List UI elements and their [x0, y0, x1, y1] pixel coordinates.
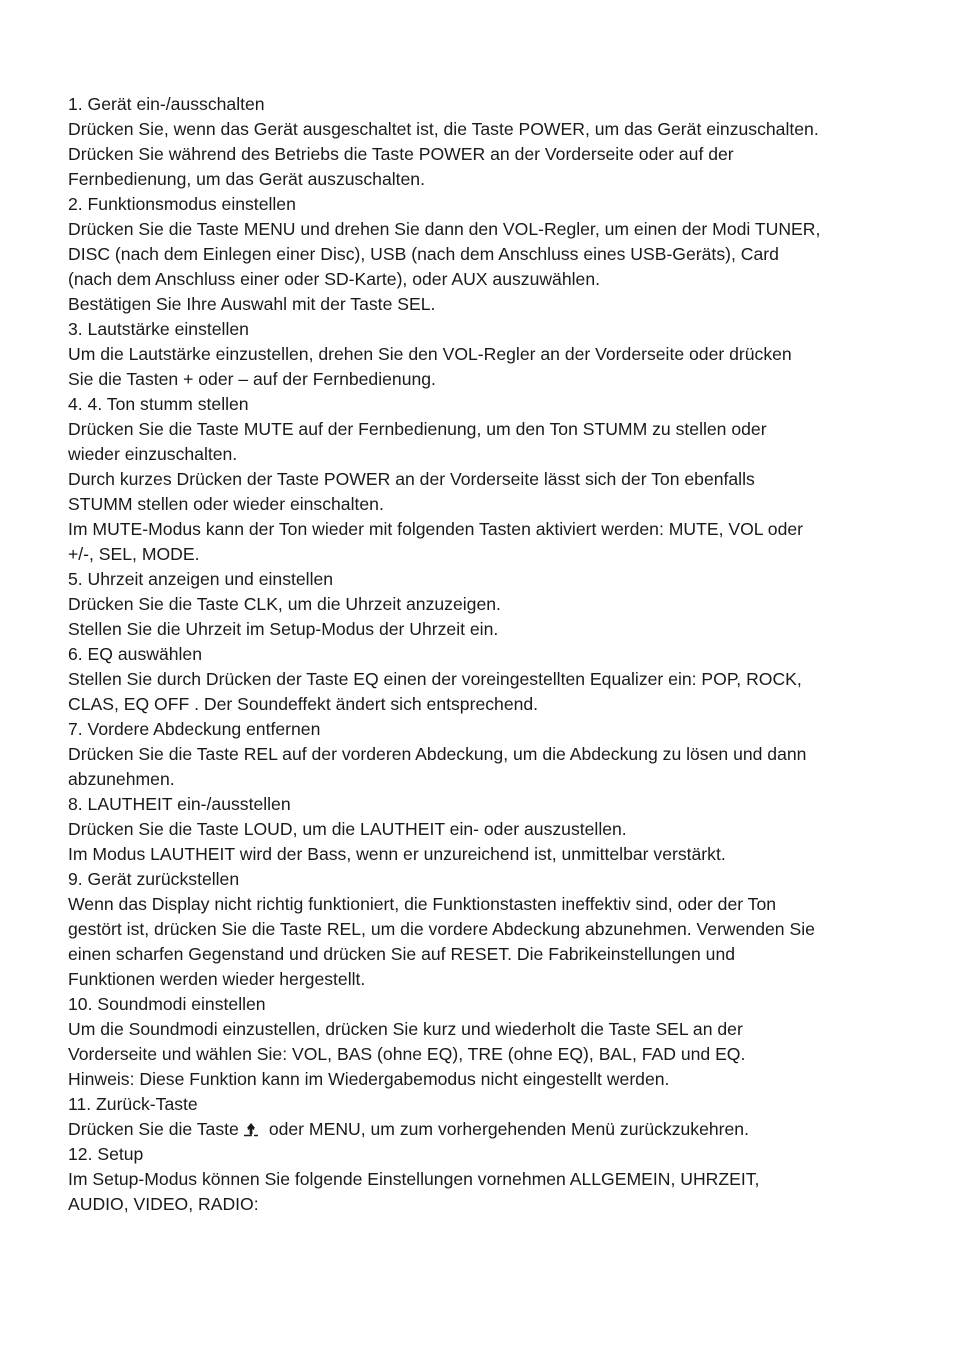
- paragraph-line: Drücken Sie die Taste CLK, um die Uhrzeit anzuzeigen.: [68, 594, 501, 614]
- heading-2: 2. Funktionsmodus einstellen: [68, 194, 296, 214]
- paragraph-line: Drücken Sie die Taste MENU und drehen Sie dann den VOL-Regler, um einen der Modi TUNER,: [68, 219, 821, 239]
- paragraph-text-before-icon: Drücken Sie die Taste: [68, 1119, 239, 1139]
- paragraph-line: Wenn das Display nicht richtig funktioniert, die Funktionstasten ineffektiv sind, oder der Ton: [68, 894, 777, 914]
- paragraph-line: gestört ist, drücken Sie die Taste REL, um die vordere Abdeckung abzunehmen. Verwenden Sie: [68, 919, 815, 939]
- heading-9: 9. Gerät zurückstellen: [68, 869, 240, 889]
- paragraph-line: AUDIO, VIDEO, RADIO:: [68, 1194, 259, 1214]
- paragraph-line: Durch kurzes Drücken der Taste POWER an der Vorderseite lässt sich der Ton ebenfalls: [68, 469, 755, 489]
- heading-8: 8. LAUTHEIT ein-/ausstellen: [68, 794, 291, 814]
- paragraph-line: STUMM stellen oder wieder einschalten.: [68, 494, 384, 514]
- paragraph-line: Sie die Tasten + oder – auf der Fernbedienung.: [68, 369, 436, 389]
- paragraph-line: Im Setup-Modus können Sie folgende Einstellungen vornehmen ALLGEMEIN, UHRZEIT,: [68, 1169, 760, 1189]
- paragraph-line: Fernbedienung, um das Gerät auszuschalten.: [68, 169, 425, 189]
- heading-10: 10. Soundmodi einstellen: [68, 994, 266, 1014]
- paragraph-line: Drücken Sie die Taste MUTE auf der Fernbedienung, um den Ton STUMM zu stellen oder: [68, 419, 767, 439]
- paragraph-line: abzunehmen.: [68, 769, 175, 789]
- paragraph-line: Bestätigen Sie Ihre Auswahl mit der Taste SEL.: [68, 294, 436, 314]
- heading-5: 5. Uhrzeit anzeigen und einstellen: [68, 569, 334, 589]
- paragraph-line: Im Modus LAUTHEIT wird der Bass, wenn er unzureichend ist, unmittelbar verstärkt.: [68, 844, 726, 864]
- paragraph-line: +/-, SEL, MODE.: [68, 544, 200, 564]
- paragraph-line: Um die Lautstärke einzustellen, drehen Sie den VOL-Regler an der Vorderseite oder drücken: [68, 344, 792, 364]
- paragraph-line: DISC (nach dem Einlegen einer Disc), USB (nach dem Anschluss eines USB-Geräts), Card: [68, 244, 779, 264]
- paragraph-line: Stellen Sie die Uhrzeit im Setup-Modus der Uhrzeit ein.: [68, 619, 499, 639]
- heading-7: 7. Vordere Abdeckung entfernen: [68, 719, 321, 739]
- paragraph-line: wieder einzuschalten.: [68, 444, 238, 464]
- heading-3: 3. Lautstärke einstellen: [68, 319, 249, 339]
- paragraph-line: Im MUTE-Modus kann der Ton wieder mit folgenden Tasten aktiviert werden: MUTE, VOL oder: [68, 519, 804, 539]
- paragraph-line: Stellen Sie durch Drücken der Taste EQ einen der voreingestellten Equalizer ein: POP, ROCK,: [68, 669, 802, 689]
- heading-1: 1. Gerät ein-/ausschalten: [68, 94, 265, 114]
- paragraph-line: CLAS, EQ OFF . Der Soundeffekt ändert sich entsprechend.: [68, 694, 539, 714]
- paragraph-line: Drücken Sie während des Betriebs die Taste POWER an der Vorderseite oder auf der: [68, 144, 734, 164]
- paragraph-line: Hinweis: Diese Funktion kann im Wiedergabemodus nicht eingestellt werden.: [68, 1069, 670, 1089]
- heading-12: 12. Setup: [68, 1144, 144, 1164]
- return-arrow-icon: [243, 1119, 265, 1135]
- heading-11: 11. Zurück-Taste: [68, 1094, 198, 1114]
- paragraph-line: Drücken Sie die Taste LOUD, um die LAUTHEIT ein- oder auszustellen.: [68, 819, 627, 839]
- paragraph-line: Vorderseite und wählen Sie: VOL, BAS (ohne EQ), TRE (ohne EQ), BAL, FAD und EQ.: [68, 1044, 746, 1064]
- paragraph-line-with-icon: [68, 1117, 928, 1142]
- paragraph-line: Drücken Sie, wenn das Gerät ausgeschaltet ist, die Taste POWER, um das Gerät einzuschalten.: [68, 119, 819, 139]
- document-body: [68, 92, 928, 1217]
- paragraph-text-after-icon: oder MENU, um zum vorhergehenden Menü zurückzukehren.: [268, 1119, 749, 1139]
- paragraph-line: Drücken Sie die Taste REL auf der vorderen Abdeckung, um die Abdeckung zu lösen und dann: [68, 744, 807, 764]
- paragraph-line: Funktionen werden wieder hergestellt.: [68, 969, 366, 989]
- paragraph-line: Um die Soundmodi einzustellen, drücken Sie kurz und wiederholt die Taste SEL an der: [68, 1019, 743, 1039]
- paragraph-line: (nach dem Anschluss einer oder SD-Karte), oder AUX auszuwählen.: [68, 269, 600, 289]
- heading-6: 6. EQ auswählen: [68, 644, 202, 664]
- heading-4: 4. 4. Ton stumm stellen: [68, 394, 249, 414]
- paragraph-line: einen scharfen Gegenstand und drücken Sie auf RESET. Die Fabrikeinstellungen und: [68, 944, 736, 964]
